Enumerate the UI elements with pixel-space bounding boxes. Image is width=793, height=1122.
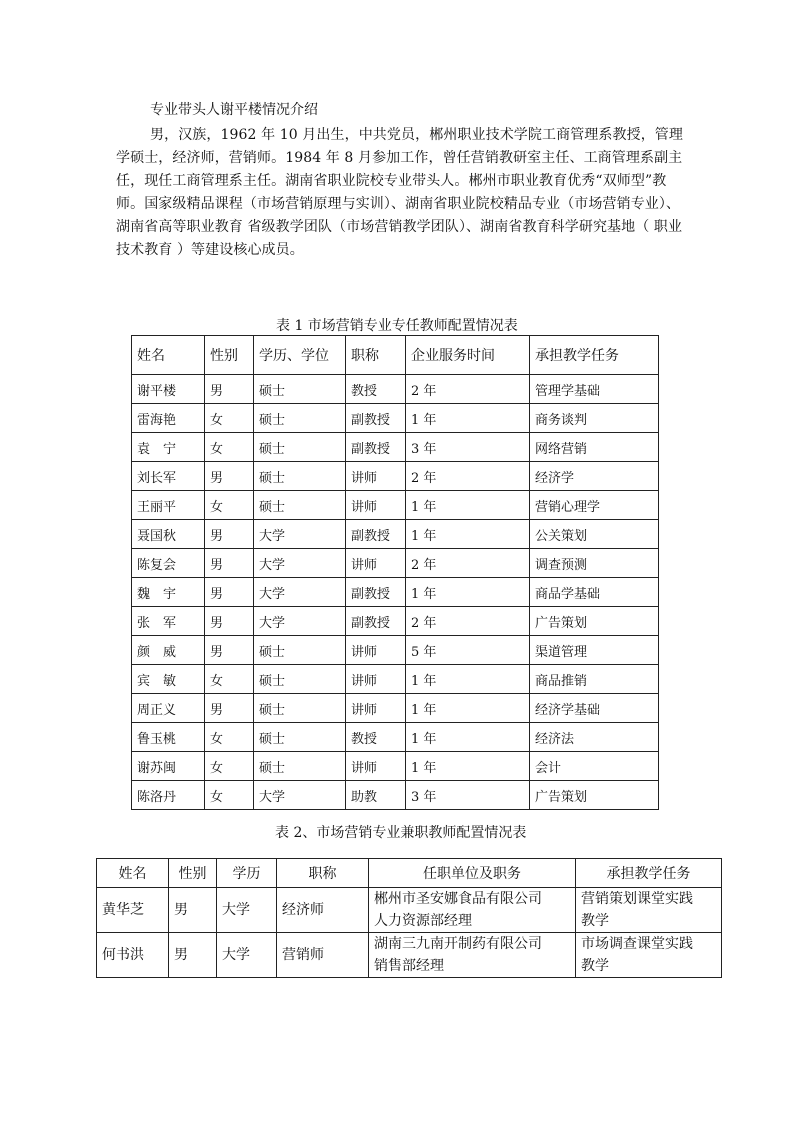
cell-name: 陈洛丹: [132, 781, 205, 810]
col-header-teaching-task: 承担教学任务: [530, 336, 659, 375]
cell-service-time: 3 年: [406, 433, 530, 462]
cell-name: 鲁玉桃: [132, 723, 205, 752]
cell-education: 大学: [254, 549, 346, 578]
cell-education: 硕士: [254, 404, 346, 433]
cell-name: 刘长军: [132, 462, 205, 491]
table-row: [132, 433, 659, 462]
cell-title: 讲师: [346, 636, 406, 665]
cell-gender: 女: [205, 404, 254, 433]
cell-title: 营销师: [277, 933, 369, 978]
cell-service-time: 2 年: [406, 462, 530, 491]
cell-teaching-task: 管理学基础: [530, 375, 659, 404]
cell-teaching-task: 经济学: [530, 462, 659, 491]
table-row: [132, 665, 659, 694]
cell-teaching-task: 经济学基础: [530, 694, 659, 723]
fulltime-teacher-table: [131, 335, 659, 810]
cell-service-time: 1 年: [406, 578, 530, 607]
cell-education: 大学: [217, 933, 277, 978]
cell-name: 陈复会: [132, 549, 205, 578]
cell-teaching-task: 营销策划课堂实践 教学: [576, 888, 722, 933]
cell-education: 硕士: [254, 491, 346, 520]
table-row: [132, 723, 659, 752]
cell-teaching-task: 经济法: [530, 723, 659, 752]
cell-title: 教授: [346, 375, 406, 404]
col-header-employer-position: 任职单位及职务: [369, 859, 576, 888]
table-header-row: [132, 336, 659, 375]
cell-service-time: 3 年: [406, 781, 530, 810]
cell-gender: 女: [205, 723, 254, 752]
cell-education: 硕士: [254, 433, 346, 462]
cell-title: 讲师: [346, 694, 406, 723]
table-row: [132, 578, 659, 607]
cell-name: 周正义: [132, 694, 205, 723]
col-header-education: 学历、学位: [254, 336, 346, 375]
cell-education: 硕士: [254, 665, 346, 694]
table-row: [132, 375, 659, 404]
cell-education: 大学: [254, 520, 346, 549]
cell-title: 副教授: [346, 433, 406, 462]
cell-name: 何书洪: [97, 933, 169, 978]
cell-education: 硕士: [254, 694, 346, 723]
cell-name: 雷海艳: [132, 404, 205, 433]
cell-teaching-task: 广告策划: [530, 607, 659, 636]
cell-teaching-task: 商务谈判: [530, 404, 659, 433]
table-row: [132, 694, 659, 723]
col-header-title: 职称: [277, 859, 369, 888]
cell-gender: 女: [205, 752, 254, 781]
cell-service-time: 1 年: [406, 723, 530, 752]
cell-service-time: 2 年: [406, 607, 530, 636]
document-heading: 专业带头人谢平楼情况介绍: [150, 102, 318, 118]
cell-service-time: 5 年: [406, 636, 530, 665]
cell-title: 经济师: [277, 888, 369, 933]
cell-education: 大学: [254, 607, 346, 636]
table-row: [132, 636, 659, 665]
cell-gender: 男: [205, 578, 254, 607]
cell-name: 魏 宇: [132, 578, 205, 607]
cell-teaching-task: 调查预测: [530, 549, 659, 578]
cell-name: 宾 敏: [132, 665, 205, 694]
col-header-name: 姓名: [132, 336, 205, 375]
cell-name: 谢苏闽: [132, 752, 205, 781]
cell-education: 硕士: [254, 752, 346, 781]
table-row: [132, 520, 659, 549]
cell-name: 张 军: [132, 607, 205, 636]
cell-education: 大学: [254, 578, 346, 607]
table1-caption: 表 1 市场营销专业专任教师配置情况表: [276, 318, 518, 334]
cell-title: 讲师: [346, 549, 406, 578]
cell-title: 教授: [346, 723, 406, 752]
cell-service-time: 1 年: [406, 752, 530, 781]
cell-service-time: 1 年: [406, 665, 530, 694]
table-row: [97, 933, 722, 978]
table-row: [132, 491, 659, 520]
cell-gender: 女: [205, 491, 254, 520]
table-row: [132, 781, 659, 810]
cell-teaching-task: 营销心理学: [530, 491, 659, 520]
table-row: [132, 607, 659, 636]
cell-service-time: 1 年: [406, 404, 530, 433]
parttime-teacher-table: [96, 858, 722, 978]
cell-title: 讲师: [346, 491, 406, 520]
col-header-name: 姓名: [97, 859, 169, 888]
cell-gender: 男: [205, 462, 254, 491]
cell-title: 助教: [346, 781, 406, 810]
cell-teaching-task: 商品推销: [530, 665, 659, 694]
cell-gender: 女: [205, 781, 254, 810]
cell-title: 副教授: [346, 607, 406, 636]
cell-name: 黄华芝: [97, 888, 169, 933]
cell-teaching-task: 商品学基础: [530, 578, 659, 607]
table-row: [132, 549, 659, 578]
table-row: [132, 462, 659, 491]
cell-gender: 男: [205, 694, 254, 723]
cell-service-time: 2 年: [406, 549, 530, 578]
cell-teaching-task: 渠道管理: [530, 636, 659, 665]
cell-name: 王丽平: [132, 491, 205, 520]
cell-name: 聂国秋: [132, 520, 205, 549]
cell-gender: 男: [205, 520, 254, 549]
cell-service-time: 1 年: [406, 520, 530, 549]
cell-service-time: 1 年: [406, 491, 530, 520]
cell-title: 副教授: [346, 404, 406, 433]
col-header-service-time: 企业服务时间: [406, 336, 530, 375]
table-header-row: [97, 859, 722, 888]
cell-education: 硕士: [254, 723, 346, 752]
cell-teaching-task: 网络营销: [530, 433, 659, 462]
cell-service-time: 1 年: [406, 694, 530, 723]
table2-caption: 表 2、市场营销专业兼职教师配置情况表: [275, 825, 527, 841]
col-header-gender: 性别: [205, 336, 254, 375]
cell-education: 硕士: [254, 636, 346, 665]
cell-gender: 女: [205, 665, 254, 694]
cell-gender: 男: [205, 607, 254, 636]
table-row: [97, 888, 722, 933]
cell-service-time: 2 年: [406, 375, 530, 404]
cell-title: 讲师: [346, 752, 406, 781]
table-row: [132, 752, 659, 781]
cell-education: 硕士: [254, 375, 346, 404]
cell-gender: 女: [205, 433, 254, 462]
cell-gender: 男: [169, 933, 217, 978]
cell-teaching-task: 广告策划: [530, 781, 659, 810]
cell-name: 谢平楼: [132, 375, 205, 404]
cell-gender: 男: [169, 888, 217, 933]
cell-name: 袁 宁: [132, 433, 205, 462]
cell-teaching-task: 市场调查课堂实践 教学: [576, 933, 722, 978]
cell-gender: 男: [205, 549, 254, 578]
cell-employer-position: 郴州市圣安娜食品有限公司 人力资源部经理: [369, 888, 576, 933]
col-header-title: 职称: [346, 336, 406, 375]
cell-teaching-task: 公关策划: [530, 520, 659, 549]
cell-gender: 男: [205, 636, 254, 665]
cell-education: 大学: [254, 781, 346, 810]
cell-employer-position: 湖南三九南开制药有限公司 销售部经理: [369, 933, 576, 978]
cell-gender: 男: [205, 375, 254, 404]
cell-teaching-task: 会计: [530, 752, 659, 781]
table-row: [132, 404, 659, 433]
cell-title: 讲师: [346, 665, 406, 694]
col-header-teaching-task: 承担教学任务: [576, 859, 722, 888]
cell-title: 副教授: [346, 520, 406, 549]
col-header-gender: 性别: [169, 859, 217, 888]
cell-name: 颜 威: [132, 636, 205, 665]
col-header-education: 学历: [217, 859, 277, 888]
intro-paragraph: 男，汉族，1962 年 10 月出生，中共党员，郴州职业技术学院工商管理系教授，管理学硕士，经济师，营销师。1984 年 8 月参加工作，曾任营销教研室主任、工商管理系副主任，现任工商管理系主任。湖南省职业院校专业带头人。郴州市职业教育优秀“双师型”教师。国家级精品课程（市场营销原理与实训）、湖南省职业院校精品专业（市场营销专业）、湖南省高等职业教育 省级教学团队（市场营销教学团队）、湖南省教育科学研究基地（ 职业技术教育 ）等建设核心成员。: [116, 127, 683, 258]
cell-title: 副教授: [346, 578, 406, 607]
cell-education: 硕士: [254, 462, 346, 491]
cell-education: 大学: [217, 888, 277, 933]
cell-title: 讲师: [346, 462, 406, 491]
